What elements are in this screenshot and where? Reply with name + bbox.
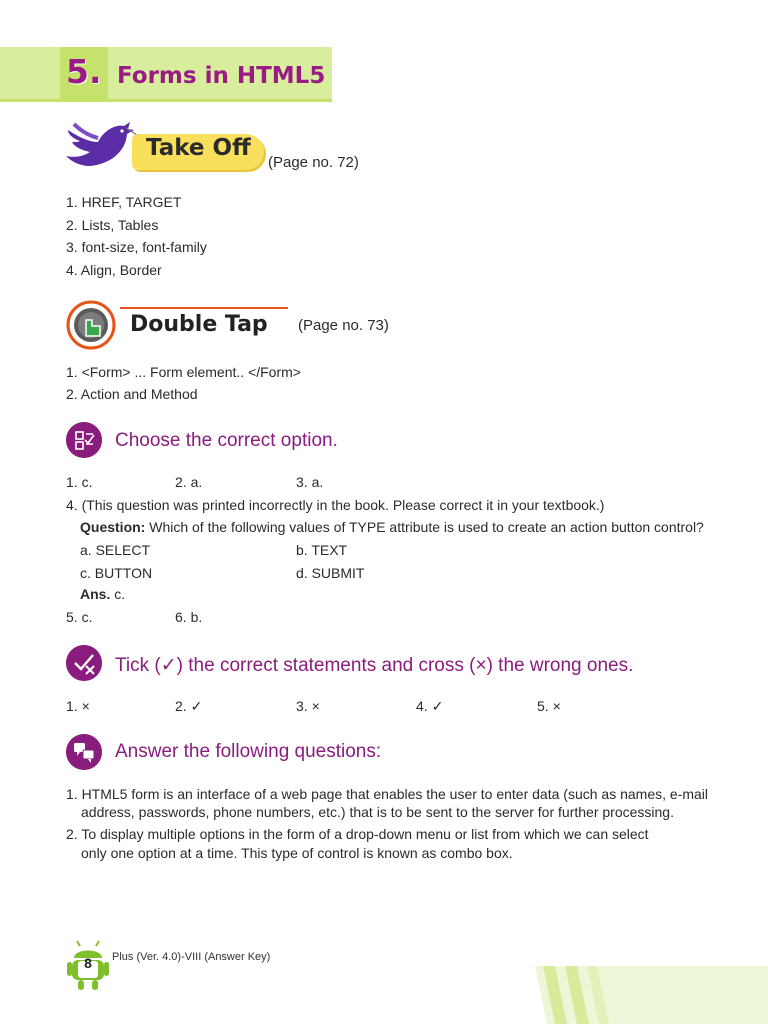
qa-icon [66,734,102,770]
take-off-item: 1. HREF, TARGET [66,194,182,210]
take-off-item: 3. font-size, font-family [66,239,207,255]
option-item: a. SELECT [80,542,151,558]
double-tap-rule [120,307,288,309]
correction-note: 4. (This question was printed incorrectly in the book. Please correct it in your textbook.) [66,497,605,513]
take-off-item: 4. Align, Border [66,262,162,278]
page-number: 8 [84,955,92,971]
double-tap-label: Double Tap [130,312,268,337]
option-item: b. TEXT [296,542,348,558]
double-tap-icon [66,300,122,350]
tick-answer: 4. ✓ [416,698,444,714]
chapter-underline [0,99,332,102]
answer-paragraph: address, passwords, phone numbers, etc.) that is to be sent to the server for further processing. [81,804,674,820]
answer-paragraph: only one option at a time. This type of control is known as combo box. [81,845,513,861]
tick-answer: 3. × [296,698,320,714]
chapter-title: Forms in HTML5 [117,63,326,89]
answer-item: 3. a. [296,474,324,490]
answer-item: 5. c. [66,609,93,625]
question-label: Question: [80,519,146,535]
double-tap-page-ref: (Page no. 73) [298,317,389,334]
option-item: c. BUTTON [80,565,153,581]
take-off-label: Take Off [146,135,251,161]
footer-text: Plus (Ver. 4.0)-VIII (Answer Key) [112,951,271,963]
tick-cross-icon [66,645,102,681]
answer-label: Ans. [80,586,111,602]
tick-answer: 2. ✓ [175,698,203,714]
chapter-number: 5. [66,52,102,91]
answer-item: 2. a. [175,474,203,490]
answer-heading: Answer the following questions: [115,741,382,762]
double-tap-item: 2. Action and Method [66,386,198,402]
option-item: d. SUBMIT [296,565,365,581]
question-line [80,519,704,535]
tick-answer: 5. × [537,698,561,714]
double-tap-item: 1. <Form> ... Form element.. </Form> [66,364,301,380]
tick-answer: 1. × [66,698,90,714]
tick-heading: Tick (✓) the correct statements and cross (×) the wrong ones. [115,655,634,676]
answer-line [80,586,125,602]
answer-paragraph: 2. To display multiple options in the form of a drop-down menu or list from which we can select [66,826,649,842]
answer-value: c. [114,586,126,602]
answer-item: 6. b. [175,609,203,625]
answer-item: 1. c. [66,474,93,490]
decorative-stripes [535,966,768,1024]
checklist-icon [66,422,102,458]
take-off-page-ref: (Page no. 72) [268,154,359,171]
choose-heading: Choose the correct option. [115,430,338,451]
answer-paragraph: 1. HTML5 form is an interface of a web page that enables the user to enter data (such as names, e-mail [66,786,709,802]
take-off-item: 2. Lists, Tables [66,217,159,233]
question-text: Which of the following values of TYPE attribute is used to create an action button control? [149,519,704,535]
